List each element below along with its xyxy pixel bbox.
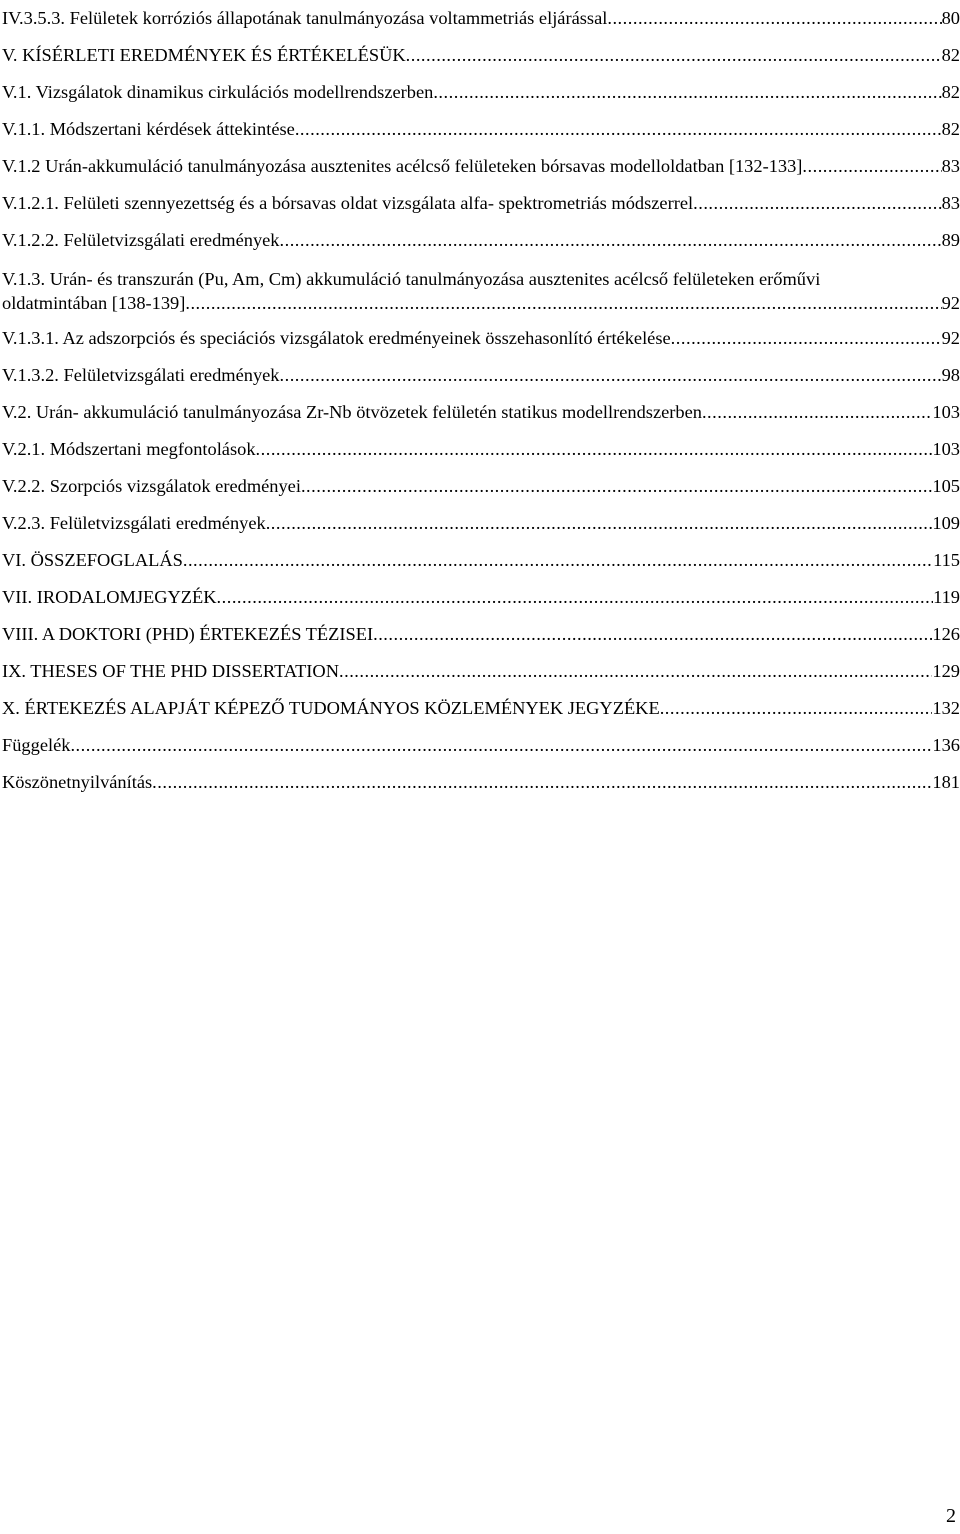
toc-entry-title: V.1.2.2. Felületvizsgálati eredmények: [2, 230, 280, 250]
toc-entry-page: 82: [941, 45, 960, 65]
toc-entry-page: 129: [932, 661, 960, 681]
toc-dot-leader: [671, 320, 942, 357]
toc-entry-title: VIII. A DOKTORI (PHD) ÉRTEKEZÉS TÉZISEI: [2, 624, 374, 644]
toc-entry: [2, 111, 960, 148]
toc-dot-leader: [70, 727, 932, 764]
toc-entry-title: V.1. Vizsgálatok dinamikus cirkulációs modellrendszerben: [2, 82, 434, 102]
toc-entry: [2, 0, 960, 37]
toc-entry: [2, 357, 960, 394]
toc-entry: [2, 542, 960, 579]
table-of-contents: [2, 0, 960, 801]
toc-entry-page: 80: [941, 8, 960, 28]
toc-entry-page: 82: [941, 119, 960, 139]
toc-dot-leader: [702, 394, 932, 431]
toc-entry: [2, 394, 960, 431]
toc-entry: [2, 37, 960, 74]
toc-dot-leader: [256, 431, 933, 468]
toc-dot-leader: [217, 579, 934, 616]
toc-entry-page: 83: [941, 156, 960, 176]
toc-entry: [2, 74, 960, 111]
toc-entry-title: Függelék: [2, 735, 71, 755]
toc-dot-leader: [280, 222, 942, 259]
toc-entry-page: 92: [941, 293, 960, 313]
toc-entry: [2, 431, 960, 468]
toc-entry: [2, 690, 960, 727]
toc-entry-title: V.1.3. Urán- és transzurán (Pu, Am, Cm) akkumuláció tanulmányozása ausztenites acélcső felületeken erőművi: [2, 269, 821, 289]
page-number: 2: [946, 1505, 956, 1527]
toc-dot-leader: [373, 616, 932, 653]
toc-dot-leader: [301, 468, 932, 505]
toc-entry-page: 103: [932, 402, 960, 422]
toc-entry: [2, 185, 960, 222]
toc-entry-page: 83: [941, 193, 960, 213]
toc-entry-title: V.1.3.1. Az adszorpciós és speciációs vizsgálatok eredményeinek összehasonlító értékelése: [2, 328, 671, 348]
toc-dot-leader: [280, 357, 942, 394]
toc-entry-title: VI. ÖSSZEFOGLALÁS: [2, 550, 183, 570]
toc-entry-title: V.1.2 Urán-akkumuláció tanulmányozása ausztenites acélcső felületeken bórsavas modelloldatban [132-133]: [2, 156, 803, 176]
toc-entry-page: 92: [941, 328, 960, 348]
toc-entry-title: V.1.2.1. Felületi szennyezettség és a bórsavas oldat vizsgálata alfa- spektrometriás módszerrel: [2, 193, 694, 213]
toc-dot-leader: [339, 653, 932, 690]
toc-entry-title: V.2.1. Módszertani megfontolások: [2, 439, 256, 459]
toc-entry-page: 103: [932, 439, 960, 459]
toc-entry-page: 181: [932, 772, 960, 792]
toc-dot-leader: [295, 111, 942, 148]
toc-entry: [2, 320, 960, 357]
toc-entry-page: 98: [941, 365, 960, 385]
toc-dot-leader: [607, 0, 941, 37]
toc-entry-title-continued: oldatmintában [138-139]: [2, 293, 186, 313]
toc-entry-title: V.2. Urán- akkumuláció tanulmányozása Zr-Nb ötvözetek felületén statikus modellrendszerben: [2, 402, 702, 422]
toc-entry-page: 82: [941, 82, 960, 102]
toc-entry-page: 119: [933, 587, 960, 607]
toc-entry-title: V.1.3.2. Felületvizsgálati eredmények: [2, 365, 280, 385]
toc-entry-page: 105: [932, 476, 960, 496]
toc-entry: [2, 653, 960, 690]
toc-entry: [2, 727, 960, 764]
toc-entry-title: V. KÍSÉRLETI EREDMÉNYEK ÉS ÉRTÉKELÉSÜK: [2, 45, 406, 65]
toc-entry-title: VII. IRODALOMJEGYZÉK: [2, 587, 217, 607]
toc-entry: [2, 616, 960, 653]
toc-entry-page: 132: [932, 698, 960, 718]
toc-dot-leader: [433, 74, 941, 111]
toc-entry-page: 89: [941, 230, 960, 250]
toc-entry: [2, 579, 960, 616]
toc-entry-page: 115: [933, 550, 960, 570]
toc-entry: [2, 259, 960, 320]
toc-dot-leader: [266, 505, 933, 542]
toc-entry-page: 126: [932, 624, 960, 644]
toc-entry-title: IX. THESES OF THE PHD DISSERTATION: [2, 661, 339, 681]
toc-dot-leader: [693, 185, 941, 222]
toc-entry-page: 109: [932, 513, 960, 533]
toc-entry: [2, 148, 960, 185]
toc-entry-title: V.2.2. Szorpciós vizsgálatok eredményei: [2, 476, 301, 496]
toc-entry-title: Köszönetnyilvánítás: [2, 772, 153, 792]
toc-entry-continuation: [2, 291, 960, 315]
toc-entry-title: V.2.3. Felületvizsgálati eredmények: [2, 513, 266, 533]
toc-entry-title: X. ÉRTEKEZÉS ALAPJÁT KÉPEZŐ TUDOMÁNYOS KÖZLEMÉNYEK JEGYZÉKE: [2, 698, 660, 718]
toc-entry: [2, 222, 960, 259]
toc-dot-leader: [152, 764, 932, 801]
toc-entry: [2, 505, 960, 542]
toc-entry-title: IV.3.5.3. Felületek korróziós állapotának tanulmányozása voltammetriás eljárással: [2, 8, 608, 28]
toc-entry-page: 136: [932, 735, 960, 755]
toc-dot-leader: [183, 542, 933, 579]
toc-dot-leader: [406, 37, 942, 74]
toc-entry: [2, 468, 960, 505]
toc-dot-leader: [660, 690, 933, 727]
toc-entry-title: V.1.1. Módszertani kérdések áttekintése: [2, 119, 295, 139]
toc-entry: [2, 764, 960, 801]
toc-dot-leader: [802, 148, 941, 185]
toc-dot-leader: [185, 291, 941, 315]
